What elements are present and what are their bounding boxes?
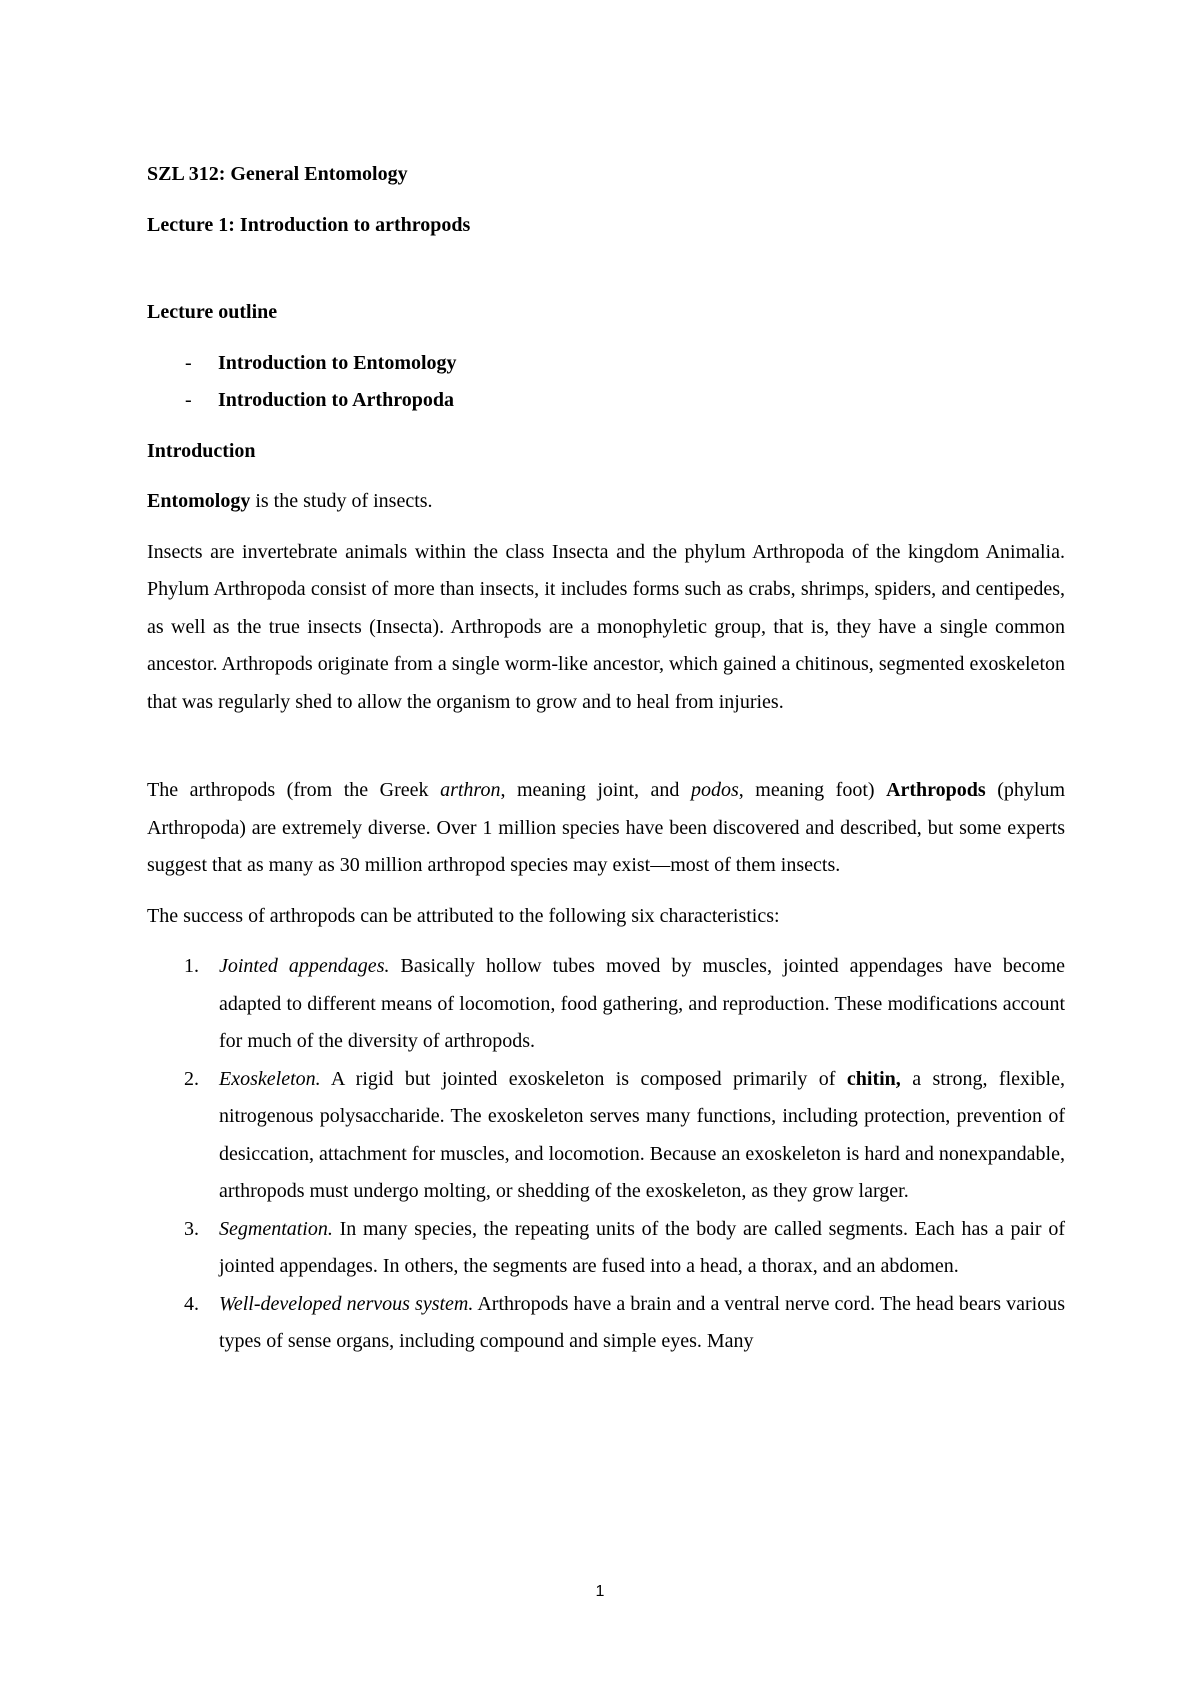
outline-list — [147, 345, 1065, 420]
page-number: 1 — [595, 1583, 605, 1600]
characteristic-text: A rigid but jointed exoskeleton is composed primarily of — [320, 1067, 847, 1090]
arthropods-bold-term: Arthropods — [886, 779, 986, 801]
outline-dash: - — [185, 351, 192, 374]
definition-text: is the study of insects. — [250, 490, 433, 512]
outline-item — [147, 382, 1065, 420]
podos-term: podos — [690, 779, 739, 801]
spacer — [147, 332, 1065, 345]
characteristic-text: In many species, the repeating units of the body are called segments. Each has a pair of jointed appendages. In others, the segments are fused into a head, a thorax, and an abdomen. — [219, 1217, 1065, 1277]
arthropods-text: The arthropods (from the Greek — [147, 779, 441, 801]
characteristic-term: Well-developed nervous system. — [219, 1292, 474, 1315]
outline-item — [147, 345, 1065, 383]
characteristic-text: Arthropods have a brain and a ventral nerve cord. The head bears various types of sense organs, including compound and simple eyes. Many — [219, 1292, 1065, 1352]
characteristic-text: Basically hollow tubes moved by muscles, jointed appendages have become adapted to different means of locomotion, food gathering, and reproduction. These modifications account for much of the diversity of arthropods. — [219, 955, 1066, 1052]
page-content — [147, 156, 1065, 1361]
lecture-title: Lecture 1: Introduction to arthropods — [147, 213, 471, 236]
outline-heading: Lecture outline — [147, 301, 278, 323]
definition-term: Entomology — [147, 490, 251, 512]
characteristic-text: a strong, flexible, nitrogenous polysaccharide. The exoskeleton serves many functions, including protection, prevention of desiccation, attachment for muscles, and locomotion. Because an exoskeleton is hard and nonexpandable, arthropods must undergo molting, or shedding of the exoskeleton, as they grow larger. — [219, 1067, 1065, 1202]
outline-item-label: Introduction to Entomology — [218, 351, 457, 374]
spacer — [147, 935, 1065, 948]
spacer — [147, 759, 1065, 772]
introduction-heading: Introduction — [147, 439, 256, 462]
list-item — [147, 1211, 1065, 1286]
spacer — [147, 721, 1065, 759]
list-item — [147, 948, 1065, 1061]
entomology-definition — [147, 483, 1065, 521]
arthron-term: arthron — [440, 779, 501, 801]
arthropods-text: , meaning joint, and — [500, 779, 691, 801]
list-number: 3. — [184, 1217, 199, 1240]
chitin-term: chitin, — [846, 1067, 901, 1090]
characteristics-list — [147, 948, 1065, 1361]
spacer — [147, 521, 1065, 534]
success-intro: The success of arthropods can be attributed to the following six characteristics: — [147, 904, 780, 927]
spacer — [147, 420, 1065, 433]
list-number: 2. — [184, 1067, 199, 1090]
characteristic-term: Segmentation. — [219, 1217, 333, 1240]
list-number: 1. — [184, 955, 199, 977]
characteristic-term: Jointed appendages. — [219, 955, 390, 977]
insects-paragraph: Insects are invertebrate animals within the class Insecta and the phylum Arthropoda of the kingdom Animalia. Phylum Arthropoda consist of more than insects, it includes forms such as crabs, shrimps, spiders, and centipedes, as well as the true insects (Insecta). Arthropods are a monophyletic group, that is, they have a single common ancestor. Arthropods originate from a single worm-like ancestor, which gained a chitinous, segmented exoskeleton that was regularly shed to allow the organism to grow and to heal from injuries. — [147, 540, 1065, 713]
spacer — [147, 470, 1065, 483]
course-title: SZL 312: General Entomology — [147, 163, 408, 185]
spacer — [147, 244, 1065, 294]
characteristic-term: Exoskeleton. — [219, 1067, 321, 1090]
list-number: 4. — [184, 1292, 199, 1315]
arthropods-paragraph — [147, 772, 1065, 885]
spacer — [147, 885, 1065, 898]
spacer — [147, 194, 1065, 207]
arthropods-text: , meaning foot) — [738, 779, 887, 801]
arthropods-text: (phylum Arthropoda) are extremely diverse. Over 1 million species have been discovered and described, but some experts suggest that as many as 30 million arthropod species may exist—most of them insects. — [147, 779, 1066, 876]
list-item — [147, 1061, 1065, 1211]
outline-dash: - — [185, 389, 192, 411]
list-item — [147, 1286, 1065, 1361]
outline-item-label: Introduction to Arthropoda — [218, 389, 454, 411]
